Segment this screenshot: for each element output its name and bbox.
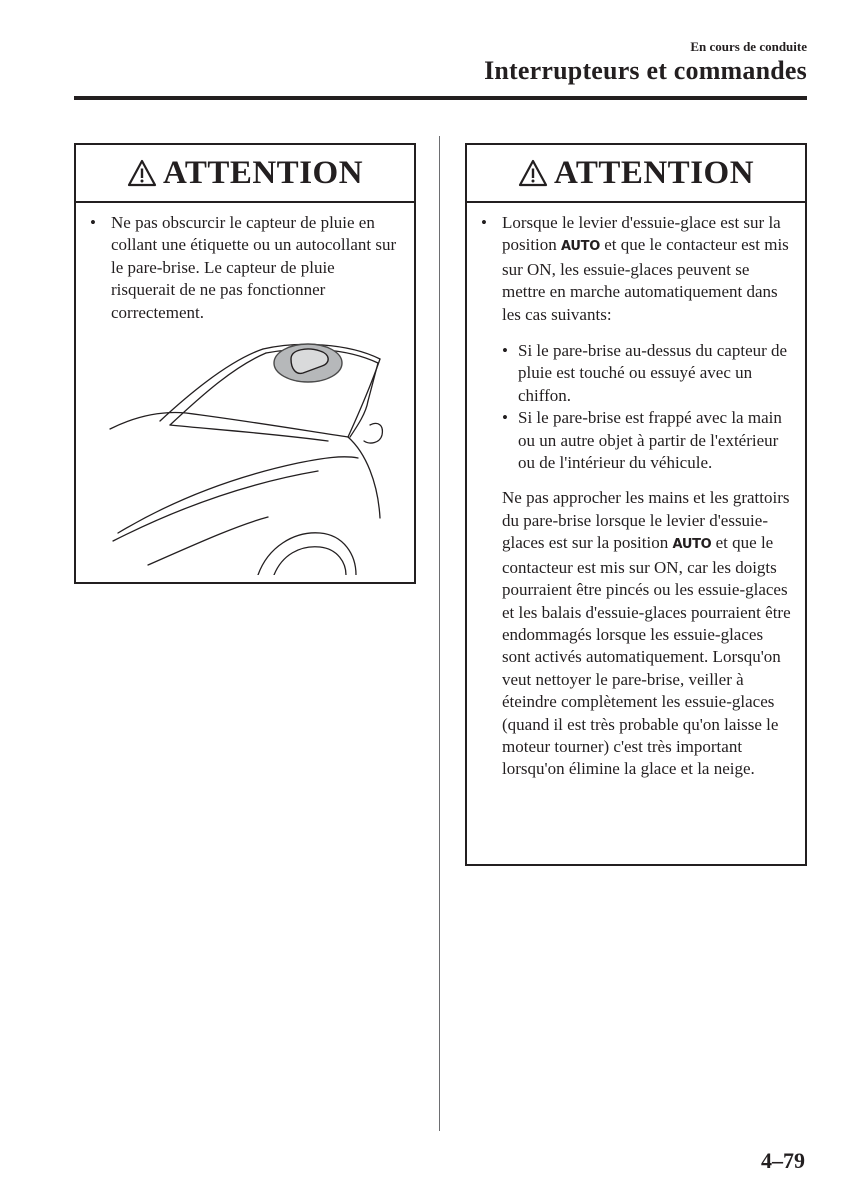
warning-header xyxy=(467,145,805,203)
list-item xyxy=(481,212,793,326)
warning-header xyxy=(76,145,414,203)
auto-position-label: AUTO xyxy=(672,537,712,553)
warning-paragraph: Ne pas approcher les mains et les grattoirs du pare-brise lorsque le levier d'essuie-glaces est sur la position AUTO et que le contacteur est mis sur ON, car les doigts pourraient être pincés ou les essuie-glaces et les balais d'essuie-glaces pourraient être endommagés lorsque les essuie-glaces sont activés automatiquement. Lorsqu'on veut nettoyer le pare-brise, veiller à éteindre complètement les essuie-glaces (quand il est très probable qu'on laisse le moteur tourner) c'est très important lorsqu'on élimine la glace et la neige. xyxy=(502,488,791,779)
case-text: Si le pare-brise au-dessus du capteur de pluie est touché ou essuyé avec un chiffon. xyxy=(518,341,788,405)
bullet-mark: • xyxy=(502,408,508,428)
list-item xyxy=(502,407,793,474)
windshield-rain-sensor-illustration xyxy=(108,333,418,575)
bullet-mark: • xyxy=(90,213,96,232)
warning-triangle-icon xyxy=(518,159,548,187)
case-list xyxy=(502,340,793,474)
warning-title: ATTENTION xyxy=(162,154,364,191)
list-item xyxy=(502,340,793,407)
list-item xyxy=(90,212,402,324)
bullet-mark: • xyxy=(481,213,487,232)
case-text: Si le pare-brise est frappé avec la main ou un autre objet à partir de l'extérieur ou de l'intérieur du véhicule. xyxy=(518,408,782,473)
warning-intro: Lorsque le levier d'essuie-glace est sur la position AUTO et que le contacteur est mis sur ON, les essuie-glaces peuvent se mettre en marche automatiquement dans les cas suivants: xyxy=(502,213,789,324)
page-number: 4–79 xyxy=(761,1148,805,1173)
warning-box-left xyxy=(74,143,416,584)
warning-triangle-icon xyxy=(127,159,157,187)
header-rule xyxy=(74,96,807,100)
bullet-mark: • xyxy=(502,341,508,361)
warning-box-right xyxy=(465,143,807,866)
warning-title: ATTENTION xyxy=(553,154,755,191)
page-title: Interrupteurs et commandes xyxy=(484,56,807,85)
auto-position-label: AUTO xyxy=(561,239,600,255)
column-divider xyxy=(439,136,440,1131)
section-label: En cours de conduite xyxy=(690,39,807,54)
warning-text: Ne pas obscurcir le capteur de pluie en collant une étiquette ou un autocollant sur le pare-brise. Le capteur de pluie risquerait de ne pas fonctionner correctement. xyxy=(111,213,397,322)
